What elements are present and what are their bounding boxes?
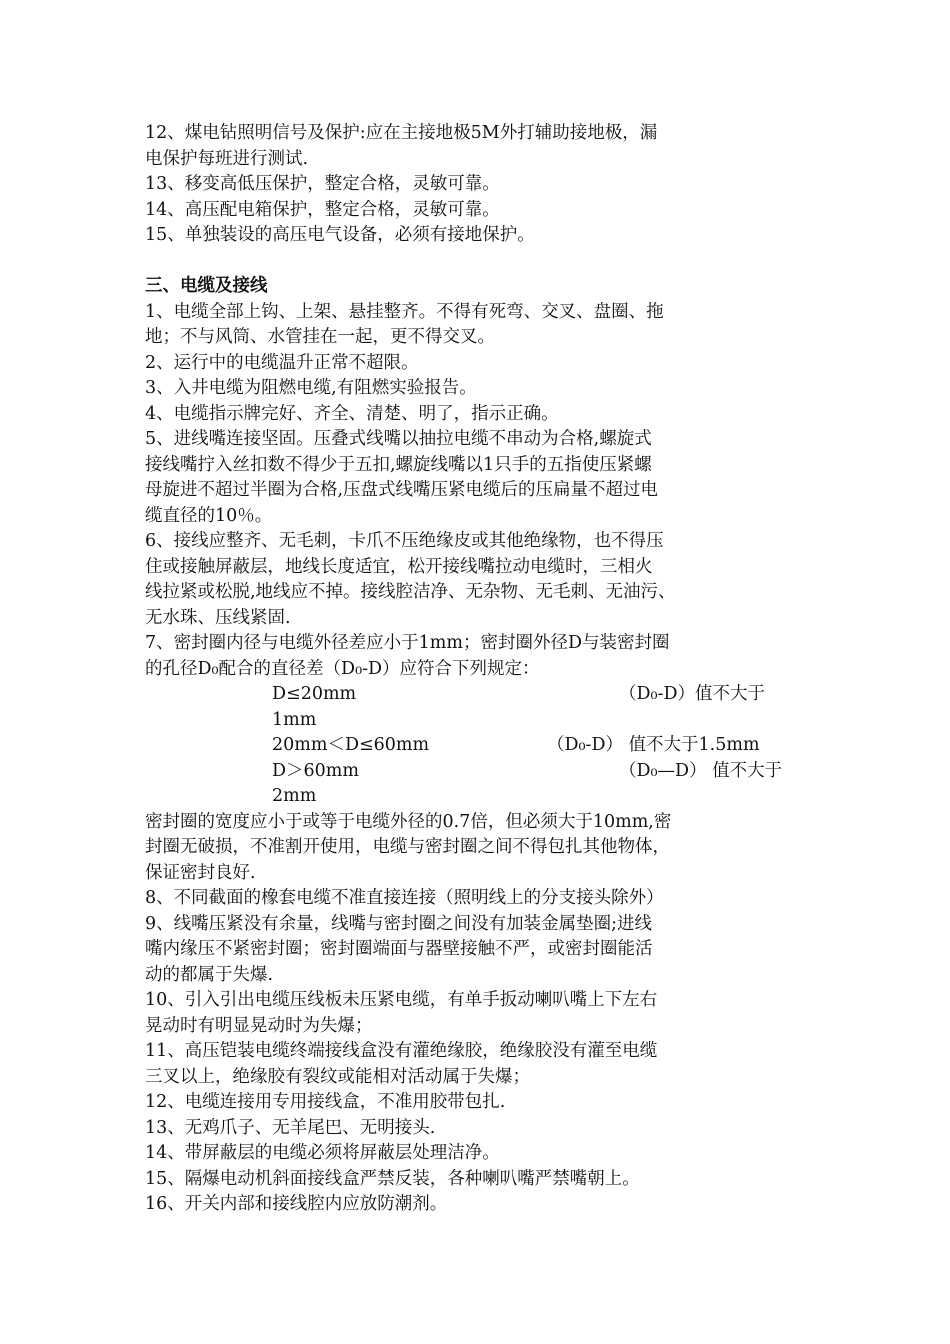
text-line: 15、隔爆电动机斜面接线盒严禁反装，各种喇叭嘴严禁嘴朝上。 (145, 1168, 640, 1189)
table-rule-wrap: 1mm (272, 709, 317, 730)
text-line: 13、移变高低压保护，整定合格，灵敏可靠。 (145, 174, 500, 194)
text-line: 7、密封圈内径与电缆外径差应小于1mm；密封圈外径D与装密封圈 (145, 633, 670, 653)
text-line: 无水珠、压线紧固. (145, 607, 291, 628)
text-line: 12、电缆连接用专用接线盒，不准用胶带包扎. (145, 1092, 506, 1112)
text-line: 10、引入引出电缆压线板未压紧电缆，有单手扳动喇叭嘴上下左右 (145, 990, 658, 1010)
text-line: 16、开关内部和接线腔内应放防潮剂。 (145, 1194, 448, 1214)
text-line: 晃动时有明显晃动时为失爆； (145, 1015, 373, 1036)
text-line: 保证密封良好. (145, 862, 256, 883)
text-line: 13、无鸡爪子、无羊尾巴、无明接头. (145, 1117, 436, 1138)
text-line: 14、带屏蔽层的电缆必须将屏蔽层处理洁净。 (145, 1143, 500, 1163)
text-line: 5、进线嘴连接坚固。压叠式线嘴以抽拉电缆不串动为合格,螺旋式 (145, 429, 652, 449)
text-line: 母旋进不超过半圈为合格,压盘式线嘴压紧电缆后的压扁量不超过电 (145, 480, 659, 500)
paragraph-gap (145, 249, 815, 275)
text-line: 电保护每班进行测试. (145, 148, 309, 169)
text-line: 嘴内缘压不紧密封圈；密封圈端面与器壁接触不严，或密封圈能活 (145, 939, 653, 959)
text-line: 8、不同截面的橡套电缆不准直接连接（照明线上的分支接头除外） (145, 888, 664, 908)
text-line: 接线嘴拧入丝扣数不得少于五扣,螺旋线嘴以1只手的五指使压紧螺 (145, 454, 652, 475)
text-line: 三叉以上，绝缘胶有裂纹或能相对活动属于失爆； (145, 1066, 530, 1087)
text-line: 封圈无破损，不准割开使用，电缆与密封圈之间不得包扎其他物体， (145, 837, 670, 857)
table-row (145, 682, 815, 708)
table-rule: （D₀—D） 值不大于 (619, 760, 783, 781)
section2-tail (145, 121, 815, 249)
text-line: 11、高压铠装电缆终端接线盒没有灌绝缘胶，绝缘胶没有灌至电缆 (145, 1041, 658, 1061)
document-page (145, 121, 815, 1218)
text-line: 缆直径的10％。 (145, 505, 273, 526)
text-line: 4、电缆指示牌完好、齐全、清楚、明了，指示正确。 (145, 403, 559, 424)
text-line: 9、线嘴压紧没有余量，线嘴与密封圈之间没有加装金属垫圈;进线 (145, 913, 653, 934)
section3-body (145, 300, 815, 683)
table-rule-wrap: 2mm (272, 786, 317, 806)
section3-body-continued (145, 810, 815, 1218)
table-rule: （D₀-D）值不大于 (619, 684, 765, 704)
text-line: 3、入井电缆为阻燃电缆,有阻燃实验报告。 (145, 378, 477, 398)
table-row (145, 733, 815, 759)
table-condition: D≤20mm (272, 684, 357, 704)
table-rule: （D₀-D） 值不大于1.5mm (547, 735, 760, 755)
text-line: 密封圈的宽度应小于或等于电缆外径的0.7倍，但必须大于10mm,密 (145, 811, 672, 832)
text-line: 的孔径D₀配合的直径差（D₀-D）应符合下列规定： (145, 658, 540, 679)
text-line: 地；不与风筒、水管挂在一起，更不得交叉。 (145, 327, 495, 347)
text-line: 6、接线应整齐、无毛刺，卡爪不压绝缘皮或其他绝缘物，也不得压 (145, 531, 664, 551)
text-line: 15、单独装设的高压电气设备，必须有接地保护。 (145, 225, 535, 245)
text-line: 线拉紧或松脱,地线应不掉。接线腔洁净、无杂物、无毛刺、无油污、 (145, 582, 676, 602)
table-condition: D＞60mm (272, 760, 359, 781)
seal-tolerance-table (145, 682, 815, 810)
section-heading: 三、电缆及接线 (145, 276, 268, 296)
text-line: 14、高压配电箱保护，整定合格，灵敏可靠。 (145, 199, 500, 220)
text-line: 2、运行中的电缆温升正常不超限。 (145, 352, 419, 373)
table-row (145, 759, 815, 785)
text-line: 12、煤电钻照明信号及保护:应在主接地极5M外打辅助接地极，漏 (145, 123, 658, 143)
text-line: 住或接触屏蔽层，地线长度适宜，松开接线嘴拉动电缆时，三相火 (145, 556, 653, 577)
text-line: 1、电缆全部上钩、上架、悬挂整齐。不得有死弯、交叉、盘圈、拖 (145, 301, 664, 322)
text-line: 动的都属于失爆. (145, 964, 274, 985)
table-condition: 20mm＜D≤60mm (272, 735, 430, 755)
